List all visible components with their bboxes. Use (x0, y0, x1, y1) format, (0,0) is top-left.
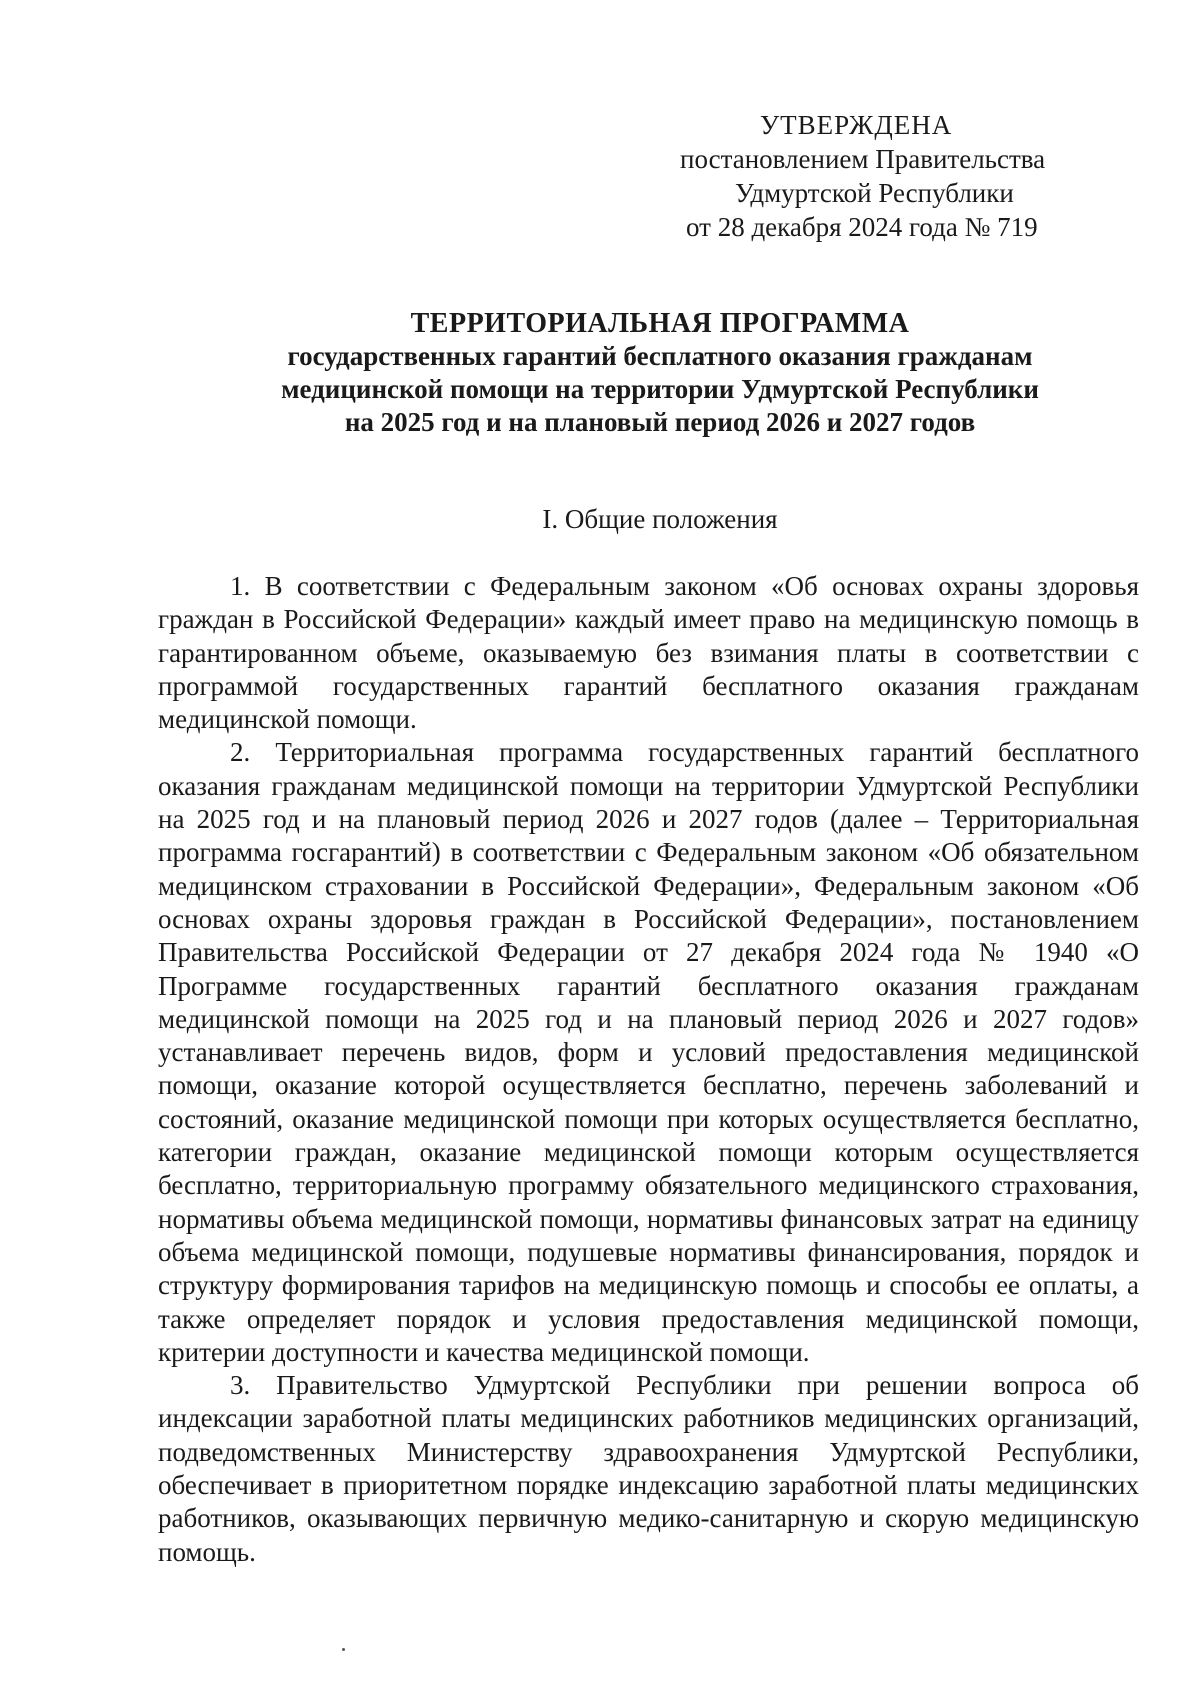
approved-label: УТВЕРЖДЕНА (760, 110, 953, 140)
document-title-line-2: государственных гарантий бесплатного оказания гражданам (287, 341, 1033, 371)
approval-line-republic: Удмуртской Республики (735, 178, 1014, 208)
document-title-main: ТЕРРИТОРИАЛЬНАЯ ПРОГРАММА (410, 308, 910, 339)
approval-line-date-number: от 28 декабря 2024 года № 719 (686, 212, 1038, 242)
paragraph-2: 2. Территориальная программа государственных гарантий бесплатного оказания гражданам медицинской помощи на территории Удмуртской Республики на 2025 год и на плановый период 2026 и 2027 годов (далее – Территориальная программа госгарантий) в соответствии с Федеральным законом «Об обязательном медицинском страховании в Российской Федерации», Федеральным законом «Об основах охраны здоровья граждан в Российской Федерации», постановлением Правительства Российской Федерации от 27 декабря 2024 года № 1940 «О Программе государственных гарантий бесплатного оказания гражданам медицинской помощи на 2025 год и на плановый период 2026 и 2027 годов» устанавливает перечень видов, форм и условий предоставления медицинской помощи, оказание которой осуществляется бесплатно, перечень заболеваний и состояний, оказание медицинской помощи при которых осуществляется бесплатно, категории граждан, оказание медицинской помощи которым осуществляется бесплатно, территориальную программу обязательного медицинского страхования, нормативы объема медицинской помощи, нормативы финансовых затрат на единицу объема медицинской помощи, подушевые нормативы финансирования, порядок и структуру формирования тарифов на медицинскую помощь и способы ее оплаты, а также определяет порядок и условия предоставления медицинской помощи, критерии доступности и качества медицинской помощи. (158, 737, 1139, 1367)
document-title-line-3: медицинской помощи на территории Удмуртской Республики (281, 374, 1039, 404)
paragraph-1: 1. В соответствии с Федеральным законом «Об основах охраны здоровья граждан в Российской Федерации» каждый имеет право на медицинскую помощь в гарантированном объеме, оказываемую без взимания платы в соответствии с программой государственных гарантий бесплатного оказания гражданам медицинской помощи. (158, 571, 1139, 735)
document-title-line-4: на 2025 год и на плановый период 2026 и 2027 годов (344, 407, 976, 437)
paragraph-3: 3. Правительство Удмуртской Республики при решении вопроса об индексации заработной платы медицинских работников медицинских организаций, подведомственных Министерству здравоохранения Удмуртской Республики, обеспечивает в приоритетном порядке индексацию заработной платы медицинских работников, оказывающих первичную медико-санитарную и скорую медицинскую помощь. (158, 1370, 1139, 1567)
section-heading: I. Общие положения (542, 504, 778, 534)
approval-line-resolution: постановлением Правительства (680, 144, 1046, 174)
document-body (158, 570, 1139, 1569)
scan-speck (342, 1648, 345, 1651)
document-title (160, 307, 1160, 439)
